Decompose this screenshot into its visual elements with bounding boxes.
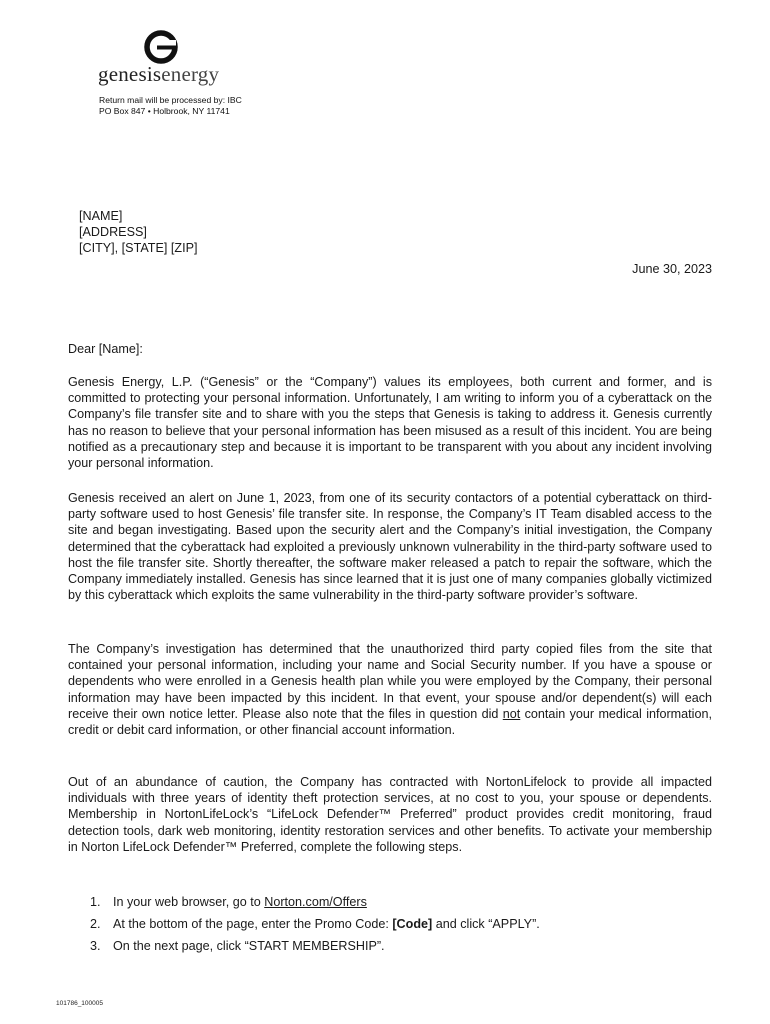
step-text-before: In your web browser, go to [113, 895, 265, 909]
paragraph-protection-services: Out of an abundance of caution, the Company has contracted with NortonLifelock to provide all impacted individuals with three years of identity theft protection services, at no cost to you, your spouse or dependents. Membership in NortonLifeLock’s “LifeLock Defender™ Preferred” product provides credit monitoring, fraud detection tools, dark web monitoring, identity restoration services and other benefits. To activate your membership in Norton LifeLock Defender™ Preferred, complete the following steps. [68, 775, 712, 854]
step-item [90, 891, 540, 913]
recipient-address [79, 208, 197, 256]
step-number: 2. [90, 917, 101, 931]
paragraph-incident: Genesis received an alert on June 1, 2023, from one of its security contactors of a potential cyberattack on third-party software used to host Genesis’ file transfer site. In response, the Company’s IT Team disabled access to the site and began investigating. Based upon the security alert and the Company’s initial investigation, the Company determined that the cyberattack had exploited a previously unknown vulnerability in the third-party software used to host the file transfer site. Shortly thereafter, the software maker released a patch to repair the software, which the Company immediately installed. Genesis has since learned that it is just one of many companies globally victimized by this cyberattack which exploits the same vulnerability in the third-party software provider’s software. [68, 491, 712, 603]
recipient-city-state-zip: [CITY], [STATE] [ZIP] [79, 241, 198, 255]
promo-code: [Code] [392, 917, 433, 931]
step-item [90, 913, 540, 935]
activation-steps [90, 891, 540, 957]
step-text [113, 913, 540, 935]
return-address [99, 95, 242, 117]
document-footer-code: 101786_100005 [56, 1000, 103, 1007]
step-number: 3. [90, 939, 101, 953]
letter-date: June 30, 2023 [632, 262, 712, 276]
step-text-before: At the bottom of the page, enter the Promo Code: [113, 917, 393, 931]
return-address-line2: PO Box 847 • Holbrook, NY 11741 [99, 106, 230, 116]
step-text: On the next page, click “START MEMBERSHIP”. [113, 939, 385, 953]
recipient-street: [ADDRESS] [79, 225, 147, 239]
logo-word-genesis: genesis [98, 62, 162, 86]
p3-emphasis-not: not [502, 706, 521, 721]
paragraph-intro: Genesis Energy, L.P. (“Genesis” or the “Company”) values its employees, both current and former, and is committed to protecting your personal information. Unfortunately, I am writing to inform you of a cyberattack on the Company’s file transfer site and to share with you the steps that Genesis is taking to address it. Genesis currently has no reason to believe that your personal information has been misused as a result of this incident. You are being notified as a precautionary step and because it is important to be transparent with you about any incident involving your personal information. [68, 375, 712, 471]
step-item [90, 935, 540, 957]
salutation: Dear [Name]: [68, 342, 143, 356]
logo-word-energy: energy [161, 62, 220, 86]
step-text-after: and click “APPLY”. [432, 917, 540, 931]
genesis-g-logo-icon [144, 30, 178, 64]
norton-offers-link[interactable]: Norton.com/Offers [264, 895, 367, 909]
p3-text-after: contain your medical information, credit or debit card information, or other financial account information. [68, 706, 712, 738]
step-text [113, 891, 367, 913]
paragraph-investigation [68, 641, 712, 738]
return-address-line1: Return mail will be processed by: IBC [99, 95, 242, 105]
p3-text-before: The Company’s investigation has determined that the unauthorized third party copied files from the site that contained your personal information, including your name and Social Security number. If you have a spouse or dependents who were enrolled in a Genesis health plan while you were employed by the Company, their personal information may have been impacted by this incident. In that event, your spouse and/or dependent(s) will each receive their own notice letter. Please also note that the files in question did [68, 642, 712, 721]
recipient-name: [NAME] [79, 209, 123, 223]
logo-wordmark [98, 62, 219, 87]
step-number: 1. [90, 895, 101, 909]
